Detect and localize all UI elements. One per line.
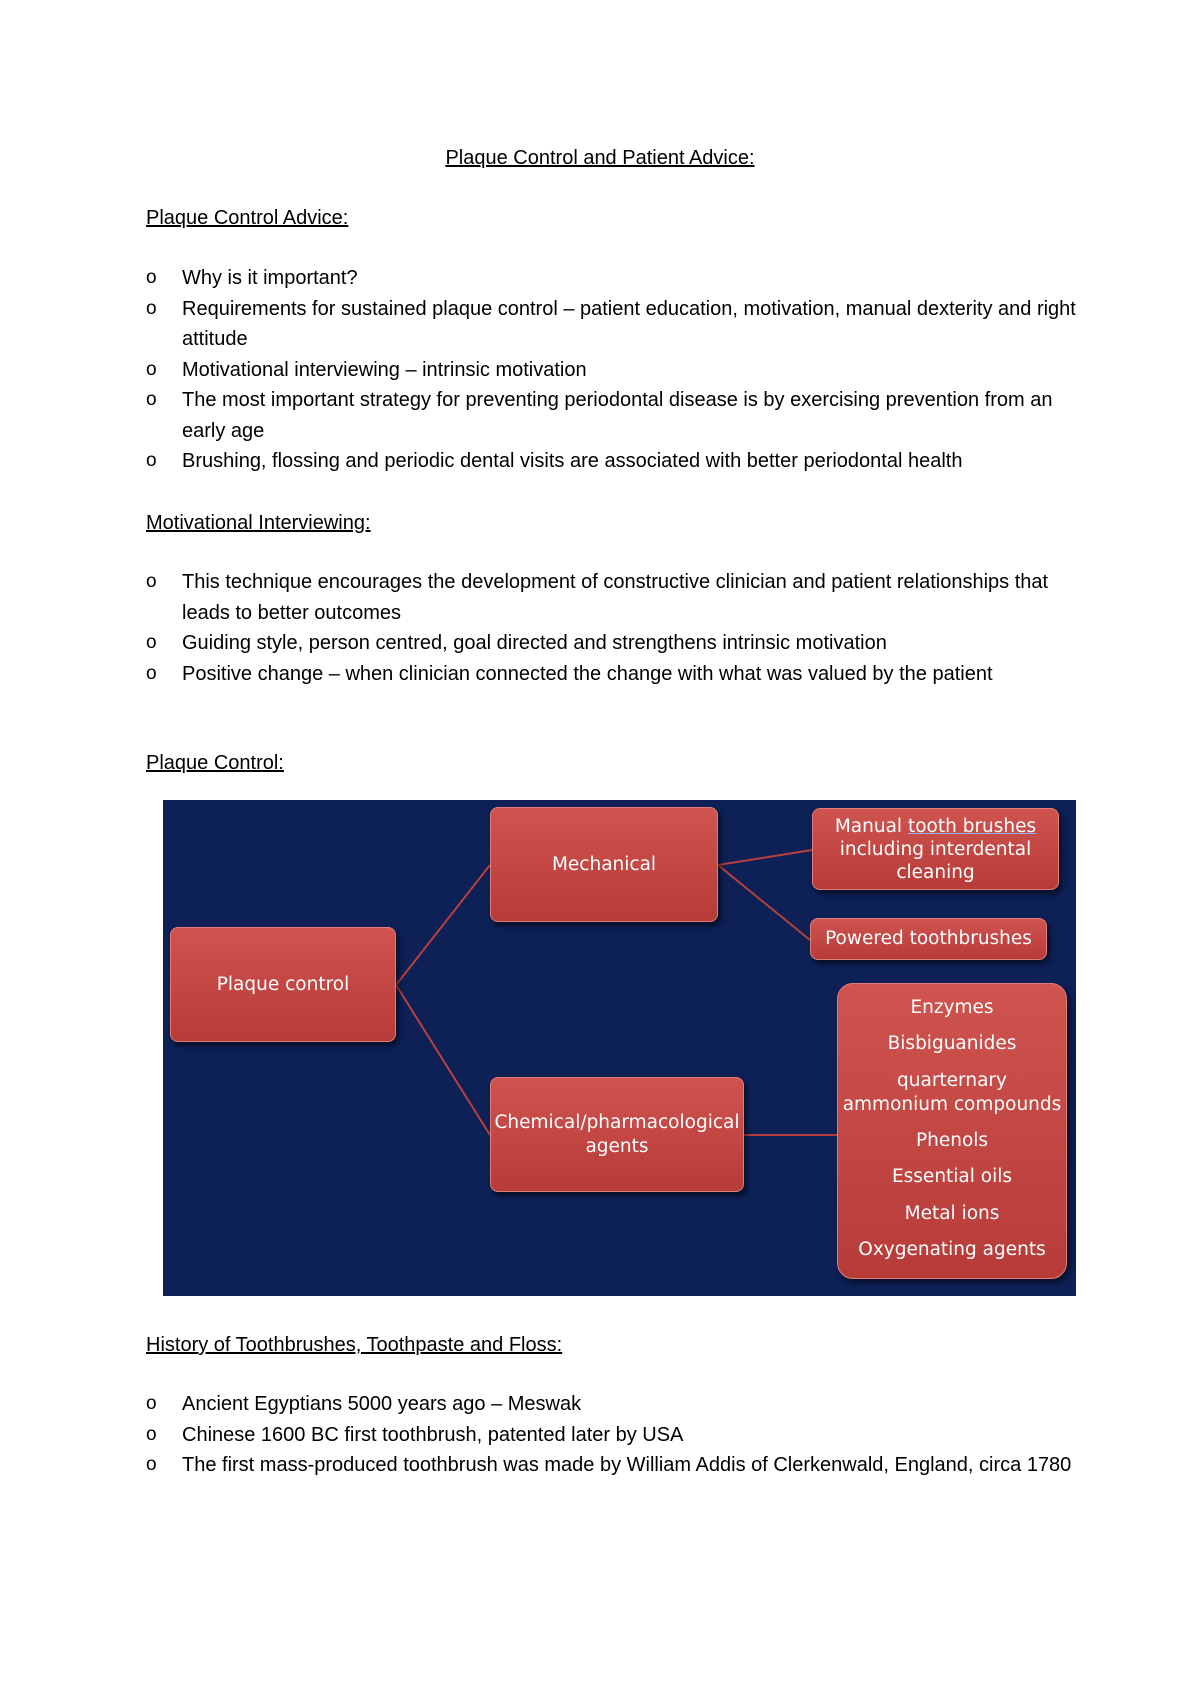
agent-item: Enzymes — [910, 997, 994, 1019]
agent-item: Bisbiguanides — [887, 1033, 1017, 1055]
agent-item: Metal ions — [904, 1202, 1000, 1224]
list-item: o Brushing, flossing and periodic dental visits are associated with better periodontal health — [146, 446, 1076, 477]
list-item: o Chinese 1600 BC first toothbrush, patented later by USA — [146, 1420, 1076, 1451]
agent-item: Oxygenating agents — [858, 1238, 1046, 1260]
bullet-icon: o — [146, 297, 157, 319]
motivational-list — [146, 567, 1076, 689]
bullet-icon: o — [146, 632, 157, 653]
bullet-icon: o — [146, 1454, 157, 1475]
node-chemical-agents: Chemical/pharmacological agents — [490, 1077, 744, 1192]
list-item: o The first mass-produced toothbrush was made by William Addis of Clerkenwald, England, circa 1780 — [146, 1450, 1076, 1481]
plaque-control-heading: Plaque Control: — [146, 752, 284, 774]
agent-item: quarternary ammonium compounds — [842, 1069, 1062, 1115]
node-plaque-control: Plaque control — [170, 927, 396, 1042]
node-powered-toothbrushes: Powered toothbrushes — [810, 918, 1047, 960]
connector-root-mechanical — [396, 865, 490, 985]
bullet-icon: o — [146, 389, 157, 410]
motivational-heading: Motivational Interviewing: — [146, 512, 371, 534]
history-list — [146, 1389, 1076, 1481]
list-item: o Why is it important? — [146, 263, 1076, 294]
agent-item: Phenols — [915, 1129, 989, 1151]
page-title: Plaque Control and Patient Advice: — [445, 147, 755, 169]
advice-heading: Plaque Control Advice: — [146, 207, 349, 229]
bullet-icon: o — [146, 1423, 157, 1445]
list-item: o Motivational interviewing – intrinsic motivation — [146, 355, 1076, 386]
bullet-icon: o — [146, 358, 157, 380]
bullet-icon: o — [146, 1393, 157, 1414]
list-item: o Positive change – when clinician connected the change with what was valued by the patient — [146, 659, 1076, 690]
bullet-icon: o — [146, 571, 157, 592]
plaque-control-diagram — [163, 800, 1076, 1296]
list-item: o Guiding style, person centred, goal directed and strengthens intrinsic motivation — [146, 628, 1076, 659]
connector-mechanical-powered — [718, 865, 810, 940]
connector-mechanical-manual — [718, 850, 812, 865]
advice-list — [146, 263, 1076, 477]
list-item: o This technique encourages the development of constructive clinician and patient relationships that leads to better outcomes — [146, 567, 1076, 628]
bullet-icon: o — [146, 267, 157, 288]
history-heading: History of Toothbrushes, Toothpaste and Floss: — [146, 1334, 563, 1356]
connector-root-chemical — [396, 985, 490, 1135]
node-mechanical: Mechanical — [490, 807, 718, 922]
node-chemical-agent-list — [837, 983, 1067, 1279]
bullet-icon: o — [146, 450, 157, 471]
bullet-icon: o — [146, 662, 157, 684]
node-manual-toothbrushes: Manual tooth brushes including interdental cleaning — [812, 808, 1059, 890]
list-item: o The most important strategy for preventing periodontal disease is by exercising prevention from an early age — [146, 385, 1076, 446]
list-item: o Ancient Egyptians 5000 years ago – Meswak — [146, 1389, 1076, 1420]
list-item: o Requirements for sustained plaque control – patient education, motivation, manual dexterity and right attitude — [146, 294, 1076, 355]
agent-item: Essential oils — [891, 1166, 1013, 1188]
